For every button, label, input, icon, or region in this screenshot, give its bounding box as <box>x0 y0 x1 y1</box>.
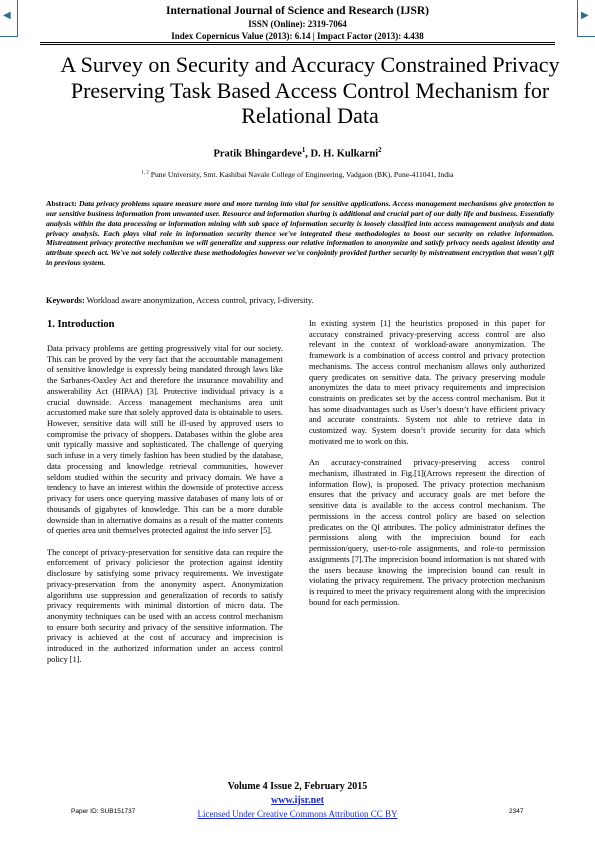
corner-arrow-icon: ▶ <box>581 10 589 21</box>
author-name: D. H. Kulkarni <box>310 148 379 160</box>
keywords-label: Keywords: <box>46 296 85 305</box>
body-paragraph: In existing system [1] the heuristics proposed in this paper for accuracy constrained privacy-preserving access control are also relevant in the context of workload-aware anonymization. The framework is a combination of access control and privacy protection mechanisms. The access control mechanism allows only authorized query predicates on sensitive data. The privacy preserving module anonymizes the data to meet privacy requirements and imprecision constraints on predicates set by the access control mechanism. But it has some disadvantages such as User’s doesn’t have efficient privacy and accurate constraints. System not able to retrieve data in customized way. System doesn’t provide security for data which motivated me to work on this. <box>309 319 545 446</box>
author-affiliation-marker: 2 <box>378 147 382 154</box>
abstract-text: Data privacy problems square measure more and more turning into vital for sensitive applications. Access management mechanisms give protection to our sensitive business information from unwanted user. Resource and information sharing is additional and crucial part of our daily life and business. Essentially analysis within the data processing or information mining with sub space of information security is loosely classified into access management analysis and data privacy analysis. Each plays vital role in information security thence we've integrated these methodologies to boost our security on relative information. Mistreatment privacy protective mechanism we will generalize and suppress our relative information to anonymize and satisfy privacy needs against identity and attribute speech act. We've not solely collective these methodologies however we've conjointly provided further security by mistreatment encryption that wasn't gift in previous system. <box>46 199 554 268</box>
header-rule-top <box>40 42 555 43</box>
keywords <box>46 296 554 305</box>
author-separator: , <box>305 148 311 160</box>
body-paragraph: The concept of privacy-preservation for sensitive data can require the enforcement of privacy policiesor the protection against identity disclosure by satisfying some privacy requirements. We investigate privacy-preservation from the anonymity aspect. Anonymization algorithms use suppression and generalization of records to satisfy privacy requirements with minimal distortion of micro data. The anonymity techniques can be used with an access control mechanism to ensure both security and privacy of the sensitive information. The privacy is achieved at the cost of accuracy and imprecision is introduced in the authorized information under an access control policy [1]. <box>47 547 283 664</box>
corner-arrow-icon: ◀ <box>3 10 11 21</box>
paper-title: A Survey on Security and Accuracy Constrained Privacy Preserving Task Based Access Control Mechanism for Relational Data <box>60 52 560 128</box>
journal-index: Index Copernicus Value (2013): 6.14 | Impact Factor (2013): 4.438 <box>171 31 424 41</box>
section-heading-introduction: 1. Introduction <box>47 319 115 330</box>
footer-site-link[interactable]: www.ijsr.net <box>271 795 324 806</box>
keywords-text: Workload aware anonymization, Access control, privacy, l-diversity. <box>84 296 314 305</box>
body-paragraph: An accuracy-constrained privacy-preserving access control mechanism, illustrated in Fig.[1](Arrows represent the direction of information flow), is proposed. The privacy protection mechanism ensures that the privacy and accuracy goals are met before the sensitive data is available to the access control mechanism. The permissions in the access control policy are based on selection predicates on the QI attributes. The policy administrator defines the permissions along with the imprecision bound for each permission/query, user-to-role assignments, and role-to permission assignments [7].The imprecision bound information is not shared with the users because knowing the imprecision bound can result in violating the privacy requirement. The privacy protection mechanism is required to meet the privacy requirement along with the imprecision bound for each permission. <box>309 458 545 607</box>
header-rule-bottom <box>40 44 555 45</box>
paper-affiliation <box>0 170 595 179</box>
left-column <box>47 344 283 676</box>
journal-issn: ISSN (Online): 2319-7064 <box>248 19 347 29</box>
affiliation-text: Pune University, Smt. Kashibai Navale College of Engineering, Vadgaon (BK), Pune-411041, India <box>148 170 454 179</box>
abstract-label: Abstract: <box>46 199 77 208</box>
abstract <box>46 199 554 268</box>
author-name: Pratik Bhingardeve <box>213 148 302 160</box>
journal-name: International Journal of Science and Research (IJSR) <box>165 5 429 17</box>
footer-license-link[interactable]: Licensed Under Creative Commons Attribution CC BY <box>197 809 398 819</box>
paper-authors <box>0 147 595 160</box>
footer-page-number: 2347 <box>509 808 524 815</box>
body-paragraph: Data privacy problems are getting progressively vital for our society. This can be proved by the very fact that the accountable management of sensitive knowledge is expressly being mandated through laws like the Sarbanes-Oaxley Act and therefore the insurance movability and answerability Act (HIPAA) [3]. Protective individual privacy is a crucial downside. Access management mechanisms area unit accustomed make sure that solely approved data is obtainable to users. However, sensitive data will still be ill-used by approved users to compromise the privacy of shoppers. Databases within the globe area unit typically massive and sophisticated. The challenge of querying such infuse in a very timely fashion has been studied by the database, data processing and knowledge retrieval communities, however seldom studied within the security and privacy domain. We have a tendency to have an interest within the downside of protective access privacy for users once querying massive databases of many lots of or thousands of gigabytes of knowledge. This can be a more durable downside than in alternative domains as a result of the matter contents of queries area unit themselves protected against the info server [5]. <box>47 344 283 536</box>
footer-paper-id: Paper ID: SUB151737 <box>71 808 136 815</box>
affiliation-marker: 1, 2 <box>141 170 149 176</box>
author-affiliation-marker: 1 <box>301 147 306 154</box>
right-column <box>309 319 545 619</box>
footer-volume: Volume 4 Issue 2, February 2015 <box>227 781 368 792</box>
